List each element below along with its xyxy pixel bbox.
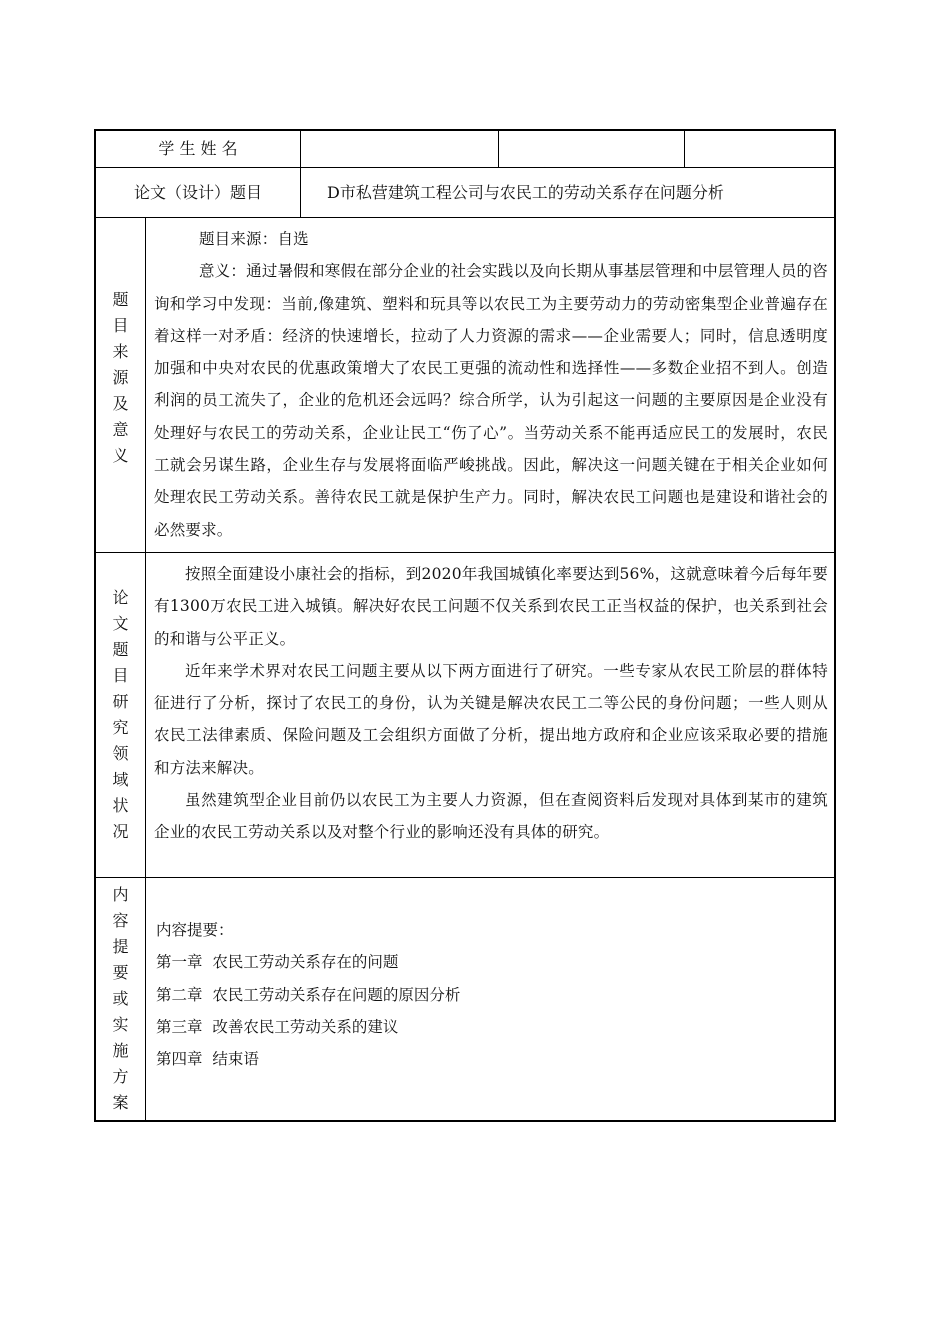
chapter-item: 第四章 结束语 [156, 1050, 259, 1069]
source-section-label [96, 218, 145, 552]
table-border-bottom [94, 1120, 836, 1122]
label-char: 源 [112, 368, 129, 387]
research-paragraph: 虽然建筑型企业目前仍以农民工为主要人力资源，但在查阅资料后发现对具体到某市的建筑企业的农民工劳动关系以及对整个行业的影响还没有具体的研究。 [154, 791, 828, 842]
label-char: 况 [112, 822, 129, 841]
thesis-title: D市私营建筑工程公司与农民工的劳动关系存在问题分析 [327, 182, 724, 202]
label-char: 要 [112, 963, 129, 982]
content-heading: 内容提要： [156, 921, 234, 939]
label-char: 论 [112, 588, 129, 607]
chapter-item: 第三章 改善农民工劳动关系的建议 [156, 1017, 399, 1036]
label-char: 意 [112, 420, 129, 439]
row-divider-4 [94, 877, 836, 878]
row-divider-2 [94, 217, 836, 218]
label-char: 题 [112, 290, 129, 309]
label-char: 研 [112, 692, 129, 711]
label-char: 来 [112, 342, 129, 361]
table-border-right [834, 129, 836, 1122]
label-char: 方 [112, 1067, 129, 1086]
research-paragraph: 按照全面建设小康社会的指标，到2020年我国城镇化率要达到56%，这就意味着今后每年要有1300万农民工进入城镇。解决好农民工问题不仅关系到农民工正当权益的保护，也关系到社会的和谐与公平正义。 [154, 565, 828, 648]
label-char: 内 [112, 885, 129, 904]
label-char: 题 [112, 640, 129, 659]
student-name-cell-1 [301, 131, 498, 167]
student-name-cell-2 [499, 131, 684, 167]
label-char: 目 [112, 666, 129, 685]
label-char: 容 [112, 911, 129, 930]
research-paragraph: 近年来学术界对农民工问题主要从以下两方面进行了研究。一些专家从农民工阶层的群体特征进行了分析，探讨了农民工的身份，认为关键是解决农民工二等公民的身份问题；一些人则从农民工法律素质、保险问题及工会组织方面做了分析，提出地方政府和企业应该采取必要的措施和方法来解决。 [154, 661, 828, 777]
content-section-content [156, 914, 828, 1114]
label-char: 或 [112, 989, 129, 1008]
student-name-label: 学 生 姓 名 [158, 139, 238, 158]
content-section-label [96, 878, 145, 1120]
chapter-item: 第二章 农民工劳动关系存在问题的原因分析 [156, 985, 461, 1004]
label-char: 提 [112, 937, 129, 956]
label-char: 及 [112, 394, 129, 413]
label-char: 究 [112, 718, 129, 737]
chapter-item: 第一章 农民工劳动关系存在的问题 [156, 953, 399, 972]
row-divider-3 [94, 552, 836, 553]
label-char: 案 [112, 1093, 129, 1112]
label-char: 域 [112, 770, 129, 789]
label-char: 文 [112, 614, 129, 633]
meaning-paragraph: 意义：通过暑假和寒假在部分企业的社会实践以及向长期从事基层管理和中层管理人员的咨询和学习中发现：当前,像建筑、塑料和玩具等以农民工为主要劳动力的劳动密集型企业普遍存在着这样一对矛盾：经济的快速增长，拉动了人力资源的需求——企业需要人；同时，信息透明度加强和中央对农民的优惠政策增大了农民工更强的流动性和选择性——多数企业招不到人。创造利润的员工流失了，企业的危机还会远吗？综合所学，认为引起这一问题的主要原因是企业没有处理好与农民工的劳动关系，企业让民工“伤了心”。当劳动关系不能再适应民工的发展时，农民工就会另谋生路，企业生存与发展将面临严峻挑战。因此，解决这一问题关键在于相关企业如何处理农民工劳动关系。善待农民工就是保护生产力。同时，解决农民工问题也是建设和谐社会的必然要求。 [154, 262, 828, 539]
label-char: 目 [112, 316, 129, 335]
label-char: 实 [112, 1015, 129, 1034]
label-char: 状 [112, 796, 129, 815]
thesis-title-label: 论文（设计）题目 [133, 182, 262, 202]
student-name-cell-3 [685, 131, 834, 167]
label-char: 施 [112, 1041, 129, 1060]
source-section-content [154, 223, 828, 548]
research-section-content [154, 558, 828, 874]
research-section-label [96, 553, 145, 877]
label-char: 领 [112, 744, 129, 763]
label-char: 义 [112, 446, 129, 465]
col-divider-side [145, 217, 146, 1121]
source-line: 题目来源：自选 [198, 230, 309, 248]
